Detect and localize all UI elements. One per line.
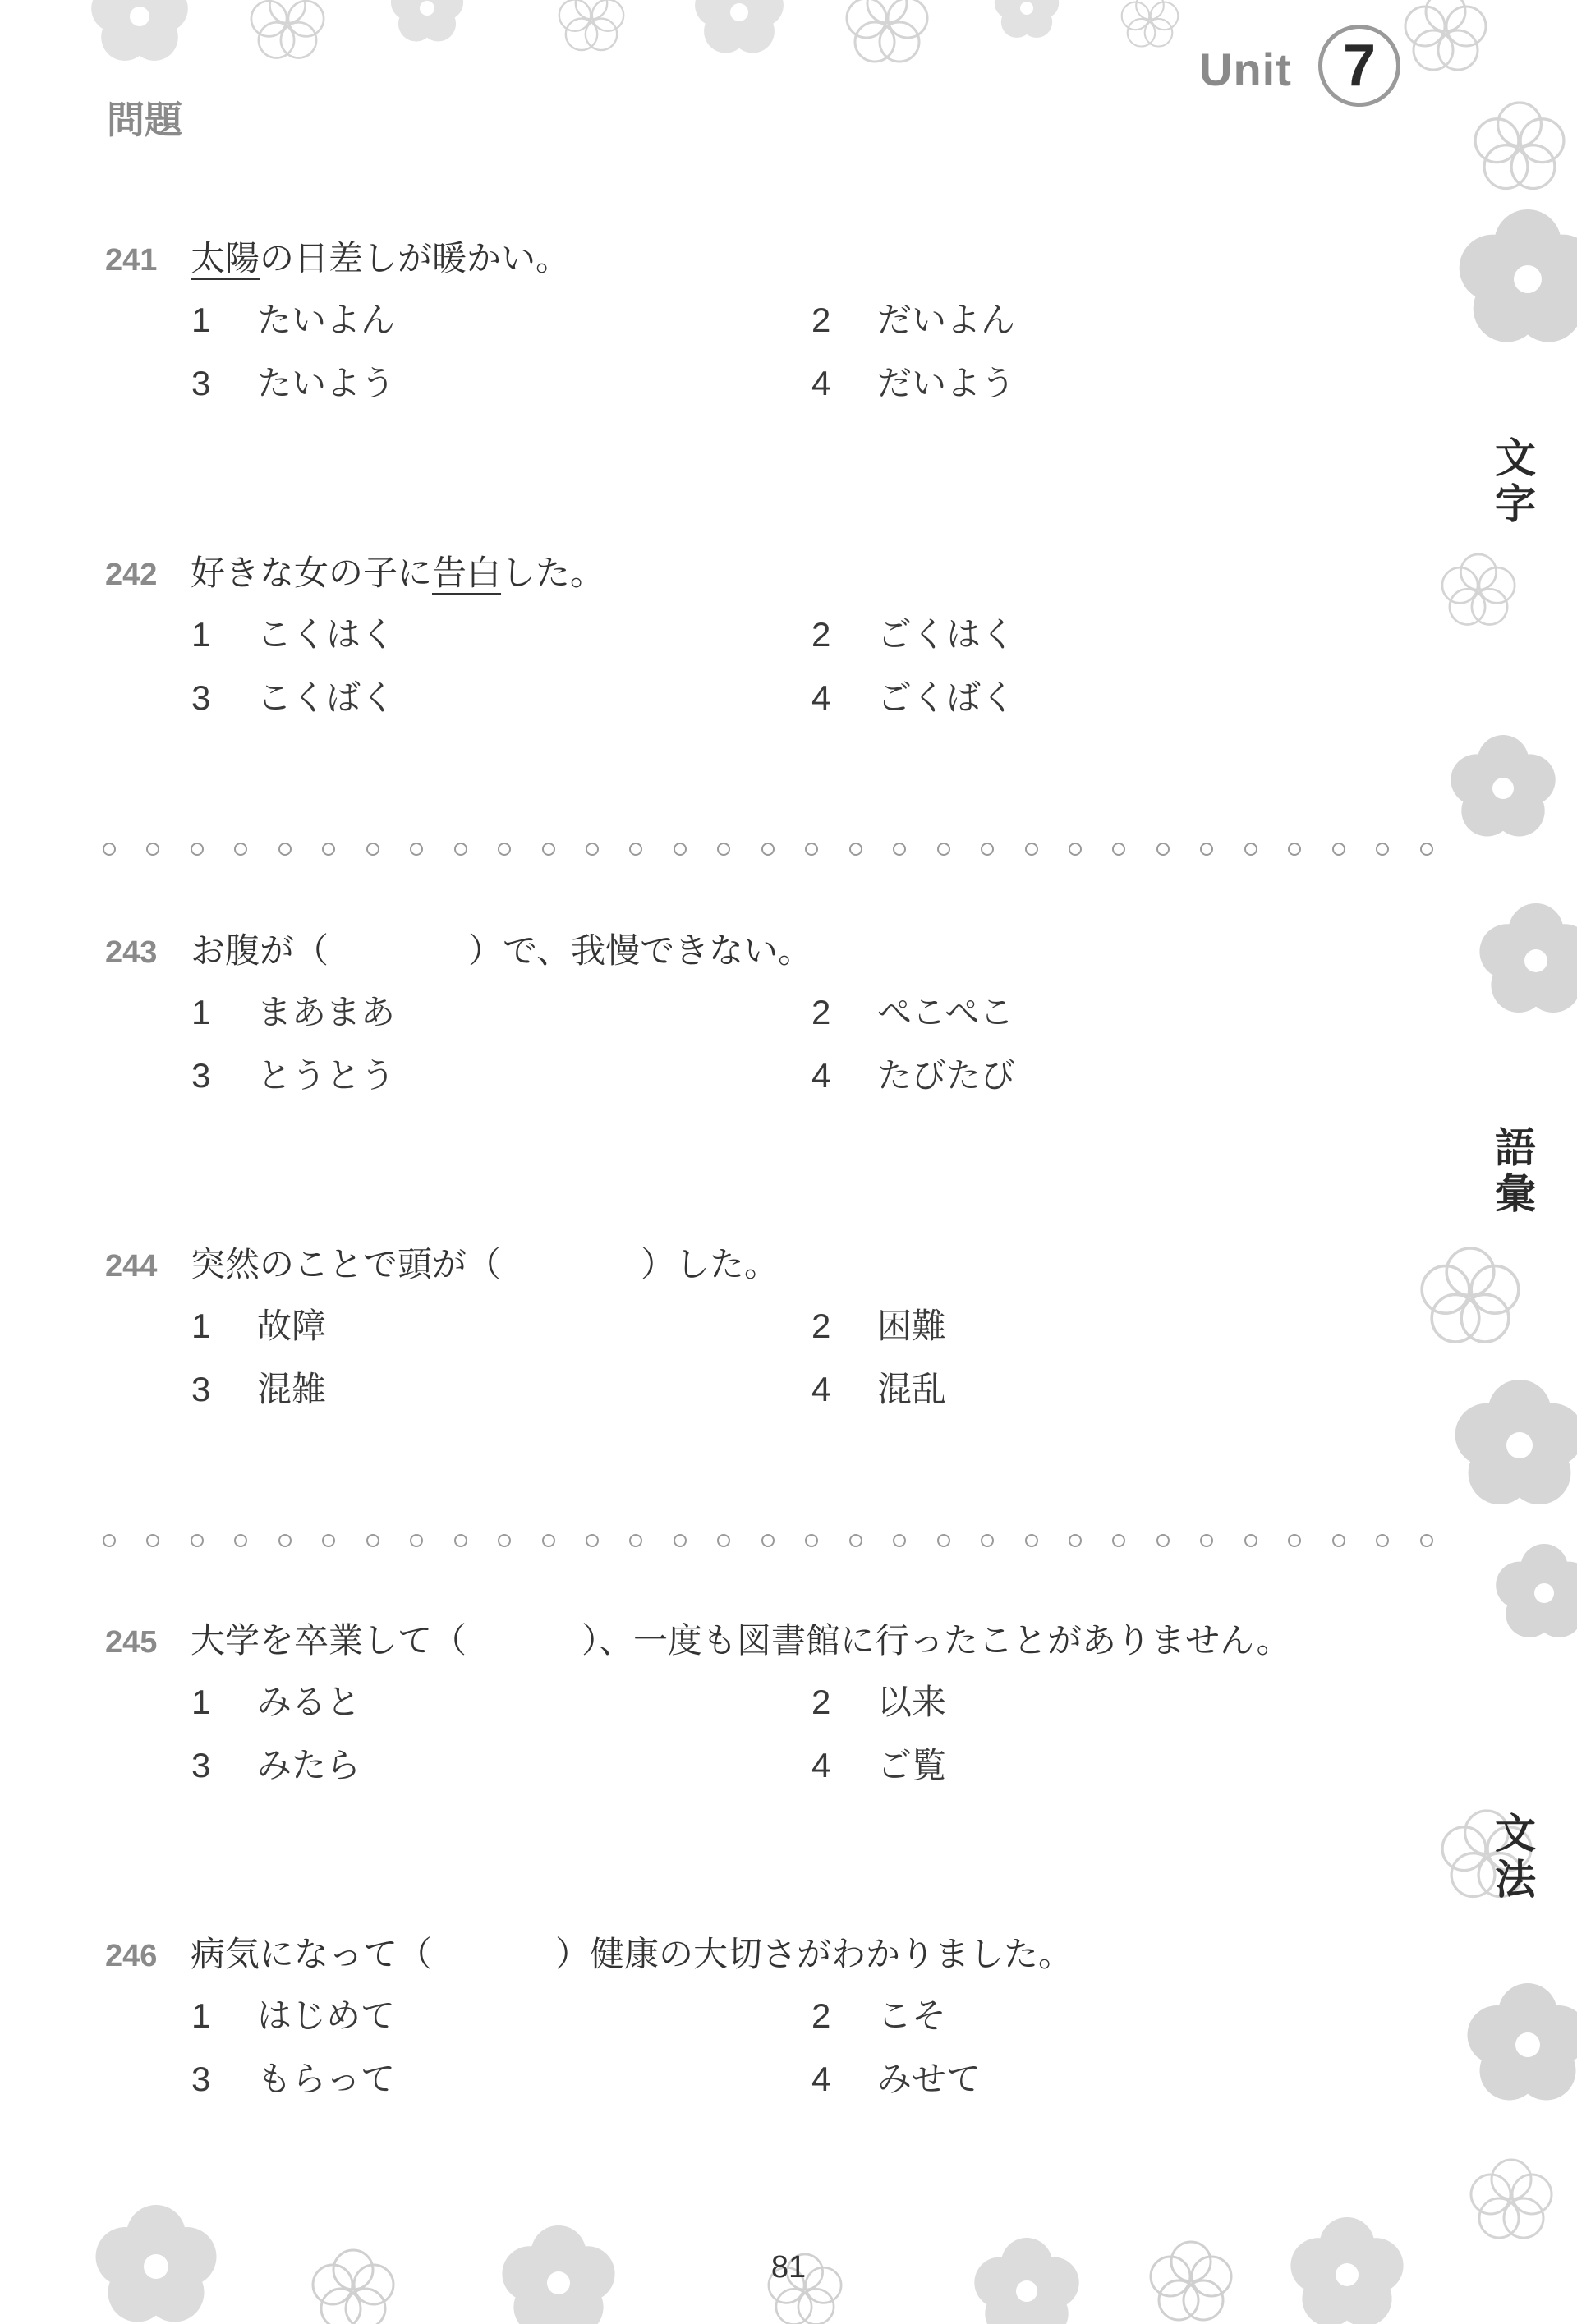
underlined-word: 太陽 xyxy=(191,238,260,278)
side-tab-goi[interactable]: 語 彙 xyxy=(1495,1124,1536,1218)
option-2[interactable]: 2 ぺこぺこ xyxy=(811,992,1014,1032)
option-1[interactable]: 1 みると xyxy=(191,1682,361,1722)
question-text: 大学を卒業して（ xyxy=(191,1620,467,1660)
side-tab-bunpo[interactable]: 文 法 xyxy=(1495,1810,1536,1904)
option-2[interactable]: 2 困難 xyxy=(811,1306,947,1346)
option-1[interactable]: 1 はじめて xyxy=(191,1996,396,2036)
underlined-word: 告白 xyxy=(432,553,502,593)
unit-number: 7 xyxy=(1342,33,1377,99)
question-text: ）、一度も図書館に行ったことがありません。 xyxy=(582,1620,1291,1660)
question-text: ）健康の大切さがわかりました。 xyxy=(555,1934,1074,1974)
option-4[interactable]: 4 ごくばく xyxy=(811,677,1016,718)
option-4[interactable]: 4 みせて xyxy=(811,2059,982,2099)
option-3[interactable]: 3 たいよう xyxy=(191,363,396,403)
option-3[interactable]: 3 混雑 xyxy=(191,1369,327,1409)
question-stem xyxy=(105,1240,779,1289)
question-number: 242 xyxy=(105,558,158,592)
unit-header xyxy=(1199,25,1446,123)
option-3[interactable]: 3 とうとう xyxy=(191,1055,396,1095)
unit-label: Unit xyxy=(1199,44,1292,95)
question-number: 245 xyxy=(105,1625,158,1660)
option-4[interactable]: 4 たびたび xyxy=(811,1055,1016,1095)
option-1[interactable]: 1 たいよん xyxy=(191,300,396,340)
option-2[interactable]: 2 ごくはく xyxy=(811,614,1016,654)
side-tab-moji[interactable]: 文 字 xyxy=(1495,434,1536,528)
question-stem xyxy=(105,234,570,283)
option-2[interactable]: 2 だいよん xyxy=(811,300,1016,340)
question-text: の日差しが暖かい。 xyxy=(260,238,571,278)
option-2[interactable]: 2 以来 xyxy=(811,1682,947,1722)
question-text: した。 xyxy=(501,553,605,593)
question-stem xyxy=(105,926,812,976)
question-number: 241 xyxy=(105,243,158,278)
question-text: お腹が（ xyxy=(191,930,329,971)
question-stem xyxy=(105,549,605,598)
option-3[interactable]: 3 みたら xyxy=(191,1745,361,1785)
option-4[interactable]: 4 混乱 xyxy=(811,1369,947,1409)
dotted-divider xyxy=(103,843,1433,859)
question-text: ）した。 xyxy=(641,1244,779,1284)
question-text: 好きな女の子に xyxy=(191,553,433,593)
option-4[interactable]: 4 だいよう xyxy=(811,363,1016,403)
option-4[interactable]: 4 ご覧 xyxy=(811,1745,947,1785)
option-3[interactable]: 3 もらって xyxy=(191,2059,396,2099)
question-stem xyxy=(105,1930,1073,1979)
question-stem xyxy=(105,1616,1291,1665)
question-number: 243 xyxy=(105,935,158,970)
question-number: 244 xyxy=(105,1249,158,1284)
option-1[interactable]: 1 まあまあ xyxy=(191,992,396,1032)
page-number: 81 xyxy=(770,2250,807,2285)
option-1[interactable]: 1 こくはく xyxy=(191,614,396,654)
question-text: ）で、我慢できない。 xyxy=(468,930,813,971)
question-number: 246 xyxy=(105,1939,158,1973)
section-title: 問題 xyxy=(107,98,182,142)
option-2[interactable]: 2 こそ xyxy=(811,1996,947,2036)
question-text: 突然のことで頭が（ xyxy=(191,1244,502,1284)
option-3[interactable]: 3 こくばく xyxy=(191,677,396,718)
option-1[interactable]: 1 故障 xyxy=(191,1306,327,1346)
question-text: 病気になって（ xyxy=(191,1934,433,1974)
dotted-divider xyxy=(103,1534,1433,1550)
